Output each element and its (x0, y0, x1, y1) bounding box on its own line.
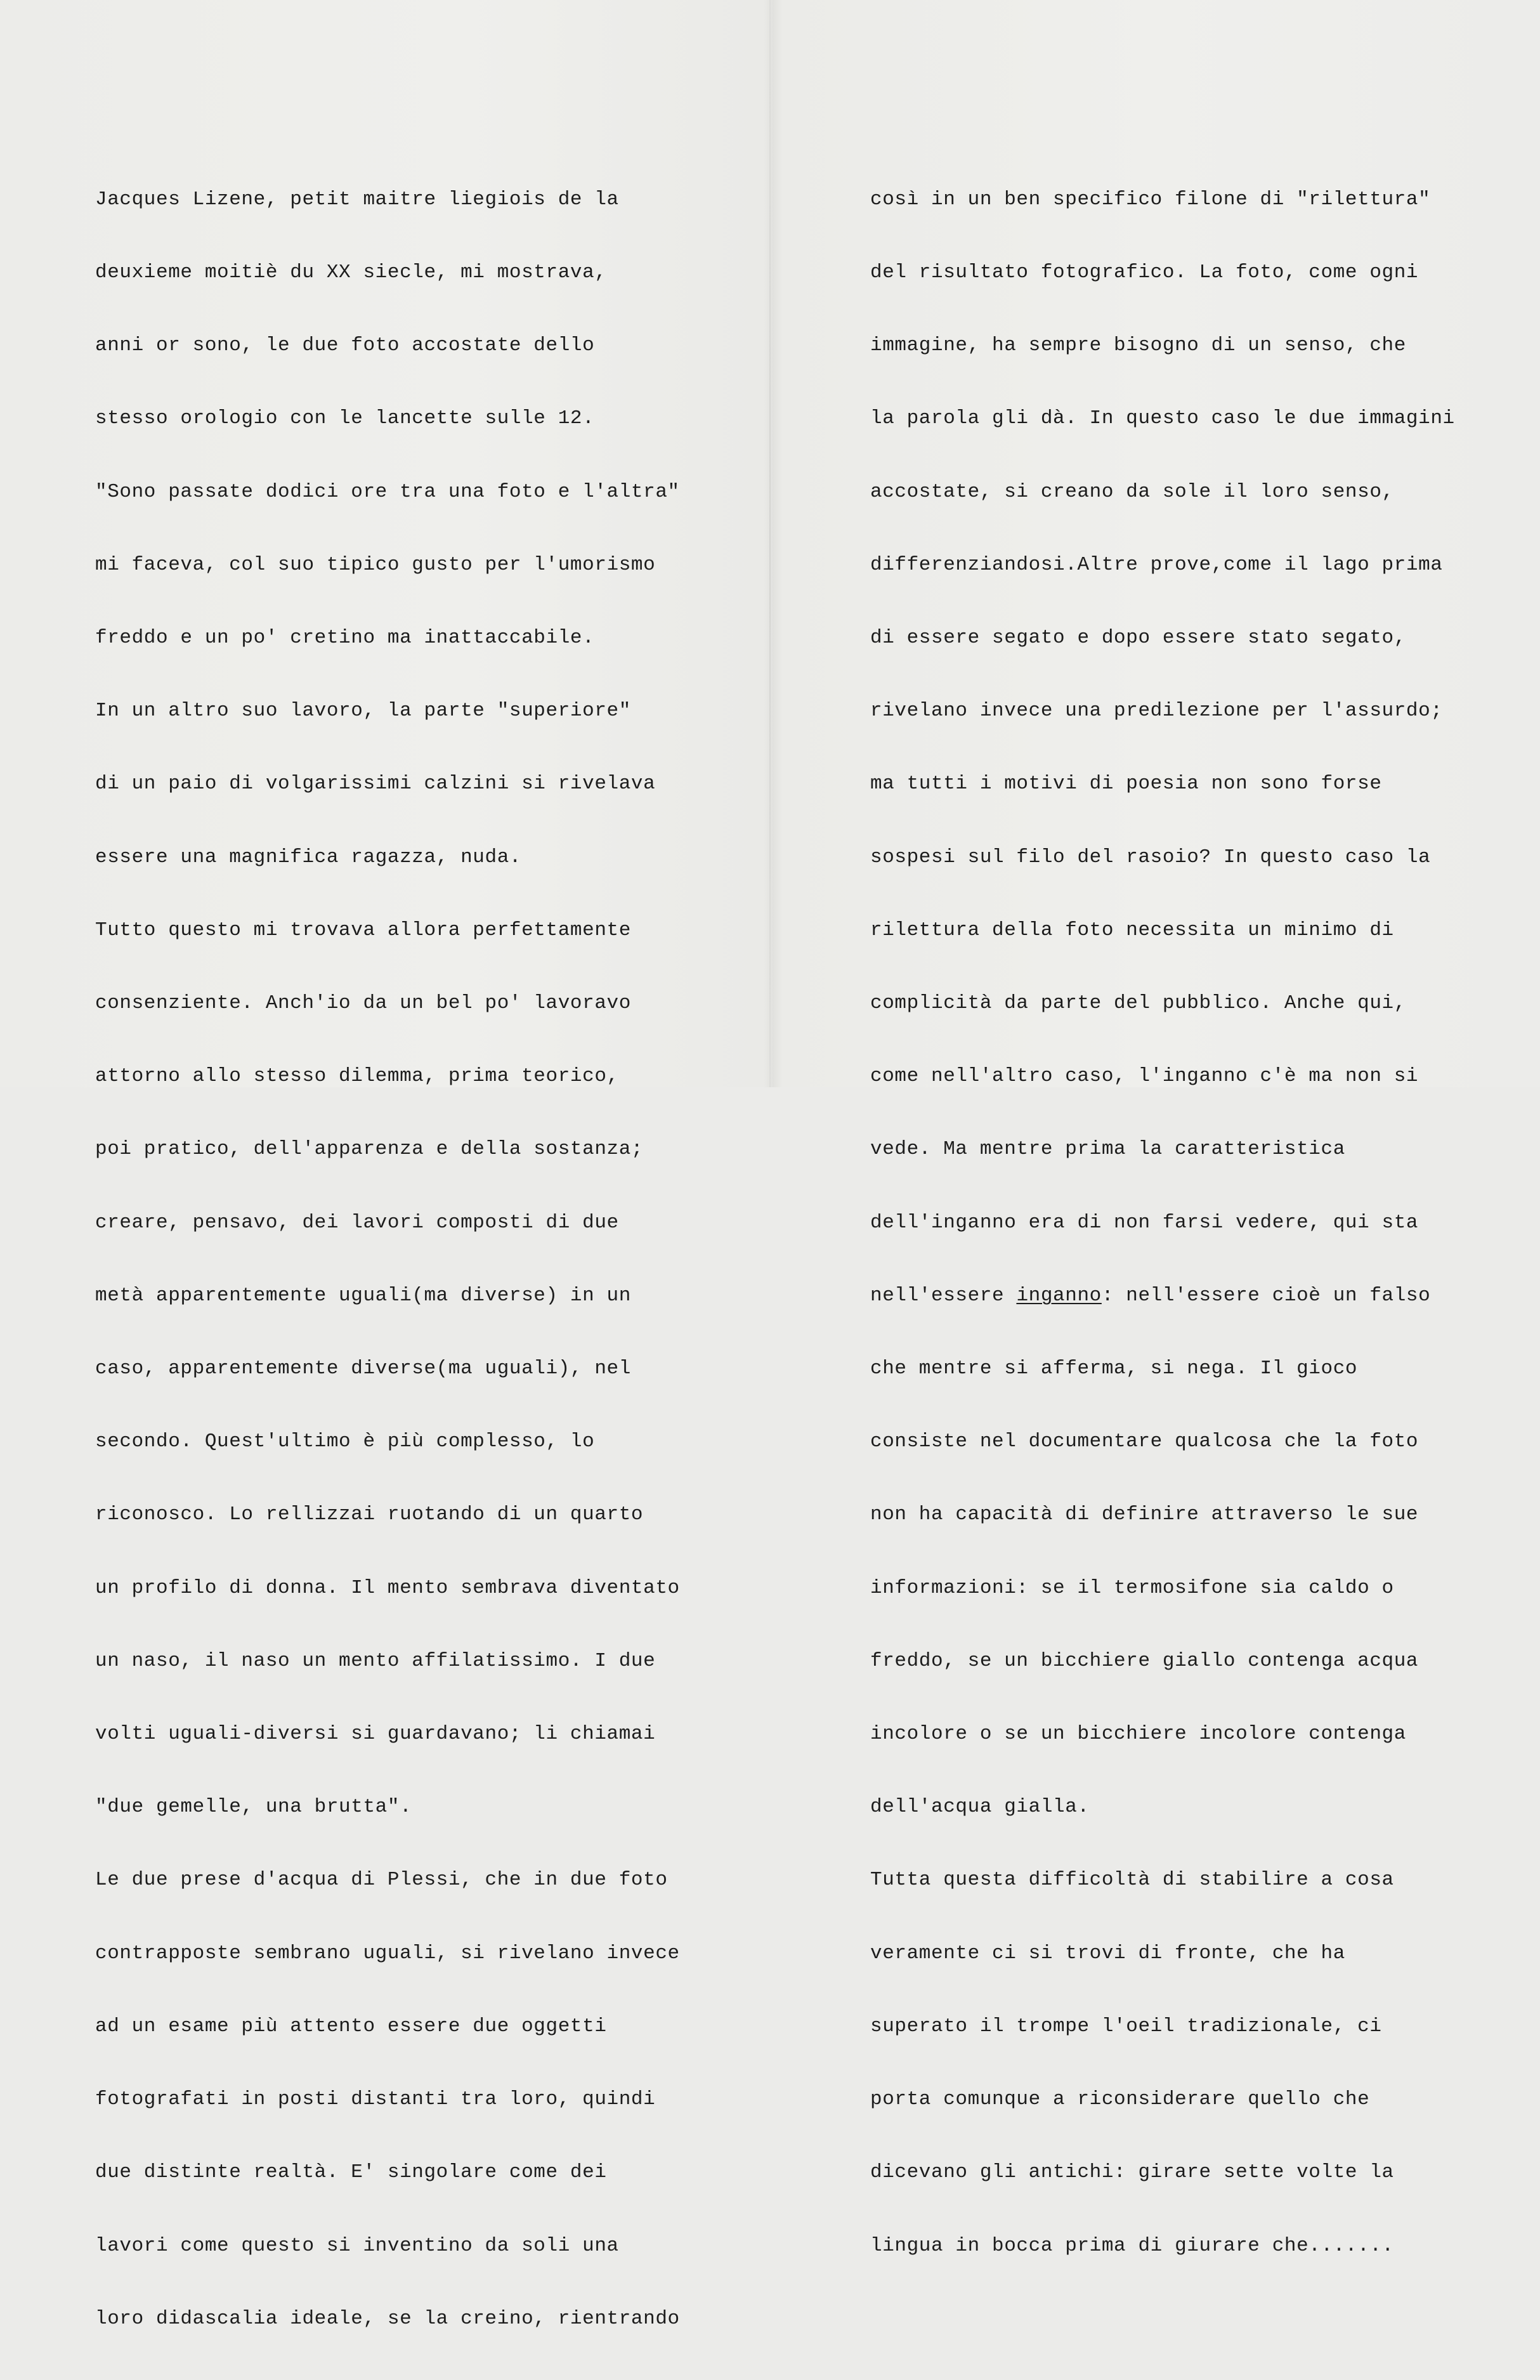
text-line: complicità da parte del pubblico. Anche qui, (870, 992, 1406, 1015)
text-line-underlined (870, 1284, 1455, 1308)
text-line: fotografati in posti distanti tra loro, quindi (95, 2088, 656, 2111)
text-line: così in un ben specifico filone di "rilettura" (870, 188, 1431, 211)
text-line: la parola gli dà. In questo caso le due immagini (870, 407, 1455, 430)
text-line: differenziandosi.Altre prove,come il lago prima (870, 553, 1443, 576)
text-line: consenziente. Anch'io da un bel po' lavoravo (95, 992, 631, 1015)
text-line: Tutta questa difficoltà di stabilire a cosa (870, 1869, 1394, 1892)
text-line: consiste nel documentare qualcosa che la foto (870, 1430, 1419, 1453)
text-line: freddo, se un bicchiere giallo contenga acqua (870, 1649, 1419, 1672)
line-suffix: : nell'essere cioè un falso (1101, 1284, 1431, 1307)
text-line: essere una magnifica ragazza, nuda. (95, 846, 522, 868)
text-line: porta comunque a riconsiderare quello che (870, 2088, 1370, 2111)
text-line: immagine, ha sempre bisogno di un senso, che (870, 334, 1406, 357)
text-line: freddo e un po' cretino ma inattaccabile. (95, 627, 595, 650)
text-line: loro didascalia ideale, se la creino, rientrando (95, 2307, 680, 2330)
text-line: stesso orologio con le lancette sulle 12. (95, 407, 595, 430)
page-gutter (769, 0, 771, 1087)
text-line: lingua in bocca prima di giurare che....... (870, 2234, 1394, 2257)
underlined-word: inganno (1016, 1284, 1102, 1307)
text-line: mi faceva, col suo tipico gusto per l'umorismo (95, 553, 656, 576)
text-line: un profilo di donna. Il mento sembrava diventato (95, 1576, 680, 1599)
text-line: deuxieme moitiè du XX siecle, mi mostrava, (95, 261, 607, 284)
text-line: rilettura della foto necessita un minimo di (870, 919, 1394, 941)
line-prefix: nell'essere (870, 1284, 1017, 1307)
text-line: superato il trompe l'oeil tradizionale, ci (870, 2015, 1382, 2037)
text-line: vede. Ma mentre prima la caratteristica (870, 1138, 1345, 1161)
left-page-text (95, 139, 680, 2380)
text-line: "Sono passate dodici ore tra una foto e l'altra" (95, 480, 680, 503)
text-line: come nell'altro caso, l'inganno c'è ma non si (870, 1065, 1419, 1088)
text-line: Tutto questo mi trovava allora perfettamente (95, 919, 631, 941)
text-line: ad un esame più attento essere due oggetti (95, 2015, 607, 2037)
text-line: un naso, il naso un mento affilatissimo. I due (95, 1649, 656, 1672)
text-line: caso, apparentemente diverse(ma uguali), nel (95, 1357, 631, 1380)
text-line: anni or sono, le due foto accostate dello (95, 334, 595, 357)
text-line: di essere segato e dopo essere stato segato, (870, 627, 1406, 650)
text-line: di un paio di volgarissimi calzini si rivelava (95, 773, 656, 795)
text-line: del risultato fotografico. La foto, come ogni (870, 261, 1419, 284)
text-line: non ha capacità di definire attraverso le sue (870, 1503, 1419, 1526)
text-line: volti uguali-diversi si guardavano; li chiamai (95, 1723, 656, 1746)
right-page-text (870, 139, 1455, 2307)
text-line: dell'acqua gialla. (870, 1796, 1090, 1819)
text-line: accostate, si creano da sole il loro senso, (870, 480, 1394, 503)
text-line: lavori come questo si inventino da soli una (95, 2234, 619, 2257)
text-line: dicevano gli antichi: girare sette volte la (870, 2161, 1394, 2184)
text-line: incolore o se un bicchiere incolore contenga (870, 1723, 1406, 1746)
text-line: Le due prese d'acqua di Plessi, che in due foto (95, 1869, 668, 1892)
text-line: contrapposte sembrano uguali, si rivelano invece (95, 1942, 680, 1965)
text-line: secondo. Quest'ultimo è più complesso, lo (95, 1430, 595, 1453)
text-line: veramente ci si trovi di fronte, che ha (870, 1942, 1345, 1965)
text-line: metà apparentemente uguali(ma diverse) in un (95, 1284, 631, 1307)
text-line: Jacques Lizene, petit maitre liegiois de la (95, 188, 619, 211)
text-line: ma tutti i motivi di poesia non sono forse (870, 773, 1382, 795)
text-line: attorno allo stesso dilemma, prima teorico, (95, 1065, 619, 1088)
text-line: informazioni: se il termosifone sia caldo o (870, 1576, 1394, 1599)
text-line: rivelano invece una predilezione per l'assurdo; (870, 700, 1443, 723)
text-line: due distinte realtà. E' singolare come dei (95, 2161, 607, 2184)
text-line: dell'inganno era di non farsi vedere, qui sta (870, 1211, 1419, 1234)
text-line: creare, pensavo, dei lavori composti di due (95, 1211, 619, 1234)
text-line: riconosco. Lo rellizzai ruotando di un quarto (95, 1503, 644, 1526)
text-line: "due gemelle, una brutta". (95, 1796, 412, 1819)
text-line: che mentre si afferma, si nega. Il gioco (870, 1357, 1358, 1380)
text-line: poi pratico, dell'apparenza e della sostanza; (95, 1138, 644, 1161)
text-line: sospesi sul filo del rasoio? In questo caso la (870, 846, 1431, 868)
text-line: In un altro suo lavoro, la parte "superiore" (95, 700, 631, 723)
